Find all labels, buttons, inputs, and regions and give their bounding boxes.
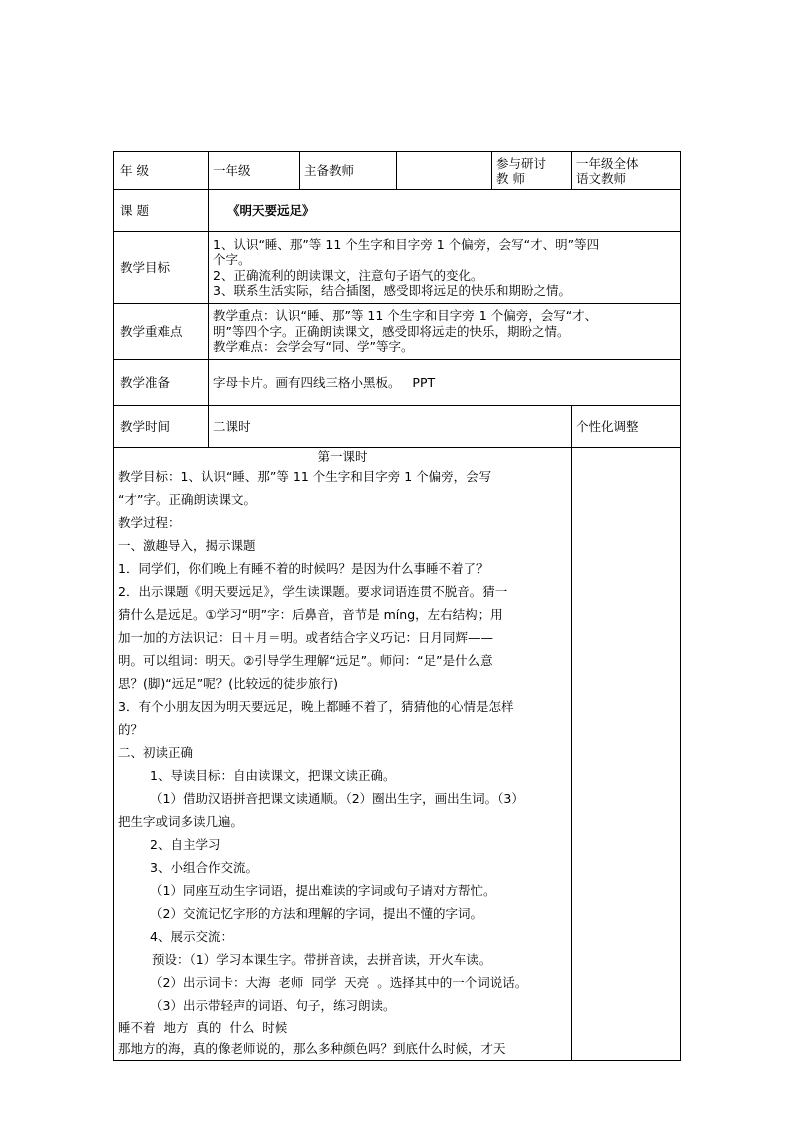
lesson-content [114,448,572,1061]
content-row [114,448,681,1061]
content-line: 4、展示交流： [150,929,233,944]
personal-adjustment-area [572,448,681,1061]
lesson-title: 《明天要远足》 [227,203,315,218]
content-heading: 第一课时 [317,449,368,464]
content-line: 睡不着 地方 真的 什么 时候 [118,1020,288,1035]
preparation-row [114,360,681,406]
participants-value-line-1: 一年级全体 [576,155,639,171]
key-points-line: 教学重点：认识“睡、那”等 11 个生字和目字旁 1 个偏旁，会写“才、 [213,308,598,324]
content-line: 教学目标：1、认识“睡、那”等 11 个生字和目字旁 1 个偏旁，会写 [118,469,492,484]
goals-label: 教学目标 [114,232,209,304]
participants-label-line-1: 参与研讨 [496,155,547,171]
key-points-line: 明”等四个字。正确朗读课文，感受即将远走的快乐，期盼之情。 [213,323,570,339]
content-line: 猜什么是远足。①学习“明”字：后鼻音，音节是 míng，左右结构；用 [118,607,503,622]
goals-line: 3、联系生活实际，结合插图，感受即将远足的快乐和期盼之情。 [213,283,571,298]
participants-label-line-2: 教 师 [496,170,525,186]
participants-label [492,152,572,190]
content-line: （3）出示带轻声的词语、句子，练习朗读。 [150,998,396,1013]
grade-label: 年 级 [114,152,209,190]
content-line: 明。可以组词：明天。②引导学生理解“远足”。师问：“足”是什么意 [118,653,493,668]
content-line: （2）出示词卡：大海 老师 同学 天亮 。选择其中的一个词说话。 [150,975,528,990]
content-line: 2．出示课题《明天要远足》，学生读课题。要求词语连贯不脱音。猜一 [118,584,508,599]
content-line: （1）同座互动生字词语，提出难读的字词或句子请对方帮忙。 [150,883,496,898]
content-line: 预设：（1）学习本课生字。带拼音读，去拼音读，开火车读。 [152,952,492,967]
content-line: 的？ [118,722,144,737]
time-value: 二课时 [209,406,572,448]
topic-value [209,190,681,232]
grade-value: 一年级 [209,152,300,190]
teacher-value [397,152,492,190]
content-line: 那地方的海，真的像老师说的，那么多种颜色吗？到底什么时候，才天 [118,1041,506,1056]
goals-line: 个字。 [213,252,251,267]
content-line: 2、自主学习 [150,837,221,852]
header-row [114,152,681,190]
preparation-value: 字母卡片。画有四线三格小黑板。 PPT [209,360,681,406]
content-line: “才”字。正确朗读课文。 [118,492,256,507]
content-line: 1．同学们，你们晚上有睡不着的时候吗？是因为什么事睡不着了？ [118,561,489,576]
content-line: 3．有个小朋友因为明天要远足，晚上都睡不着了，猜猜他的心情是怎样 [118,699,514,714]
personal-adjustment-label: 个性化调整 [572,406,681,448]
goals-line: 2、正确流利的朗读课文，注意句子语气的变化。 [213,267,484,283]
key-points-row [114,304,681,360]
goals-value [209,232,681,304]
content-line: 把生字或词多读几遍。 [118,814,244,829]
topic-row [114,190,681,232]
key-points-label: 教学重难点 [114,304,209,360]
participants-value [572,152,681,190]
participants-value-line-2: 语文教师 [576,170,627,186]
content-line: 教学过程： [118,515,181,530]
content-line: （1）借助汉语拼音把课文读通顺。（2）圈出生字，画出生词。（3） [150,791,524,806]
key-points-value [209,304,681,360]
content-line: 二、初读正确 [118,745,194,760]
lesson-plan-table [113,151,681,1061]
content-line: 1、导读目标：自由读课文，把课文读正确。 [150,768,396,783]
content-line: 3、小组合作交流。 [150,860,258,875]
preparation-label: 教学准备 [114,360,209,406]
content-line: 加一加的方法识记：日＋月＝明。或者结合字义巧记：日月同辉—— [118,630,494,645]
time-label: 教学时间 [114,406,209,448]
teacher-label: 主备教师 [300,152,397,190]
topic-label: 课 题 [114,190,209,232]
content-line: 思？(脚)“远足”呢？(比较远的徒步旅行) [118,676,338,691]
goals-line: 1、认识“睡、那”等 11 个生字和目字旁 1 个偏旁，会写“才、明”等四 [213,236,600,252]
content-line: 一、激趣导入，揭示课题 [118,538,256,553]
goals-row [114,232,681,304]
content-line: （2）交流记忆字形的方法和理解的字词，提出不懂的字词。 [150,906,483,921]
time-row [114,406,681,448]
key-points-line: 教学难点：会学会写“同、学”等字。 [213,339,414,355]
